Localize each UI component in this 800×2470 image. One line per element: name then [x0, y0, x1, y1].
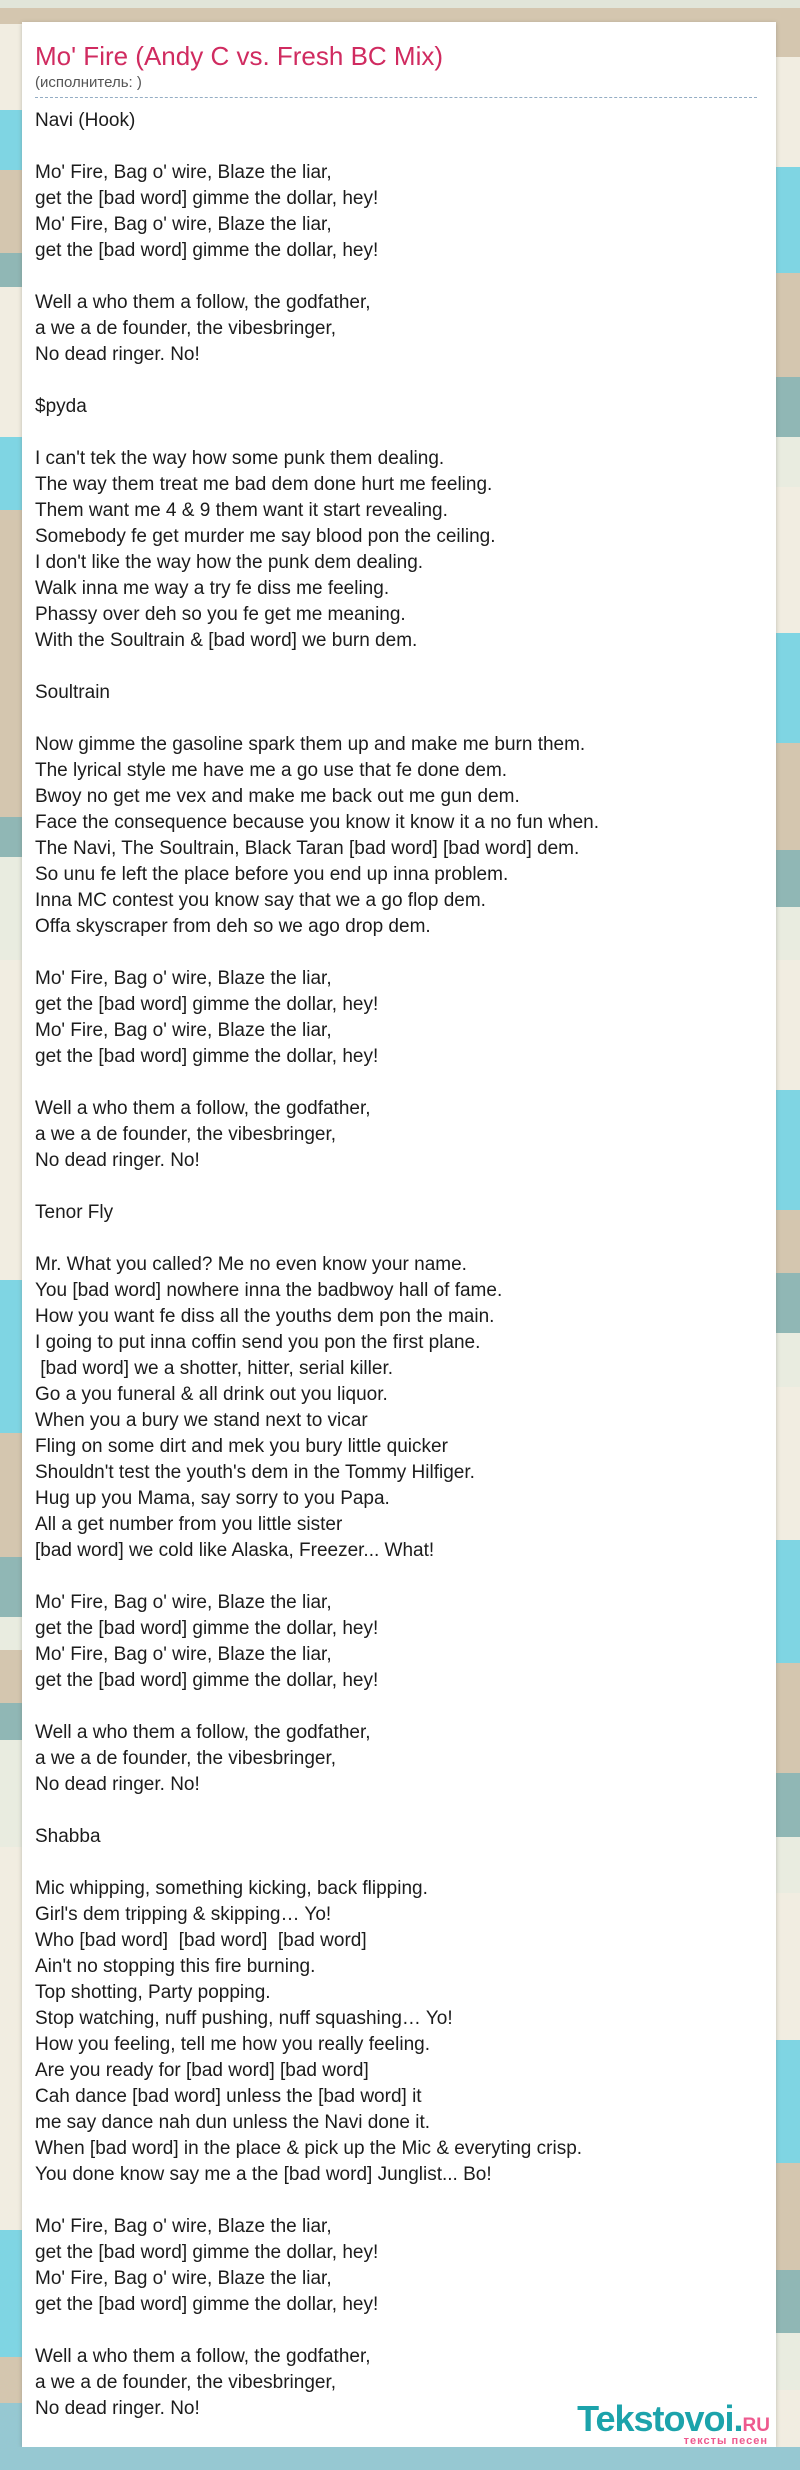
- stripe-segment: [776, 960, 800, 1090]
- lyric-line: How you feeling, tell me how you really feeling.: [35, 2034, 430, 2055]
- stripe-segment: [0, 857, 22, 960]
- lyric-line: [35, 134, 757, 160]
- lyric-line: get the [bad word] gimme the dollar, hey!: [35, 1046, 379, 1067]
- lyric-line: [35, 420, 757, 446]
- stripe-segment: [776, 487, 800, 633]
- lyric-line: Well a who them a follow, the godfather,: [35, 2346, 371, 2367]
- stripe-segment: [776, 1273, 800, 1333]
- lyric-line: Top shotting, Party popping.: [35, 1982, 271, 2003]
- stripe-segment: [0, 287, 22, 437]
- lyric-line: get the [bad word] gimme the dollar, hey!: [35, 1618, 379, 1639]
- lyric-line: [bad word] we cold like Alaska, Freezer... What!: [35, 1540, 435, 1561]
- lyric-line: Mo' Fire, Bag o' wire, Blaze the liar,: [35, 2268, 332, 2289]
- lyric-line: a we a de founder, the vibesbringer,: [35, 1124, 337, 1145]
- lyric-line: [35, 264, 757, 290]
- lyric-line: Are you ready for [bad word] [bad word]: [35, 2060, 369, 2081]
- stripe-segment: [0, 2357, 22, 2403]
- logo-tagline: тексты песен: [683, 2435, 768, 2447]
- lyric-line: Mo' Fire, Bag o' wire, Blaze the liar,: [35, 162, 332, 183]
- lyric-line: When you a bury we stand next to vicar: [35, 1410, 368, 1431]
- lyric-line: [35, 2318, 757, 2344]
- left-stripe-decoration: [0, 0, 22, 2470]
- stripe-segment: [776, 1893, 800, 2040]
- lyric-line: Mo' Fire, Bag o' wire, Blaze the liar,: [35, 2216, 332, 2237]
- lyric-line: a we a de founder, the vibesbringer,: [35, 2372, 337, 2393]
- stripe-segment: [0, 1847, 22, 2230]
- stripe-segment: [776, 437, 800, 487]
- lyric-line: get the [bad word] gimme the dollar, hey!: [35, 188, 379, 209]
- stripe-segment: [776, 907, 800, 960]
- lyric-line: How you want fe diss all the youths dem pon the main.: [35, 1306, 495, 1327]
- lyric-line: Mo' Fire, Bag o' wire, Blaze the liar,: [35, 1592, 332, 1613]
- lyric-line: Girl's dem tripping & skipping… Yo!: [35, 1904, 332, 1925]
- stripe-segment: [776, 273, 800, 377]
- lyric-line: Tenor Fly: [35, 1202, 114, 1223]
- lyric-line: No dead ringer. No!: [35, 2398, 200, 2419]
- lyric-line: get the [bad word] gimme the dollar, hey!: [35, 2242, 379, 2263]
- lyric-line: No dead ringer. No!: [35, 1774, 200, 1795]
- stripe-segment: [776, 1837, 800, 1893]
- lyric-line: [35, 940, 757, 966]
- logo-wordmark[interactable]: Tekstovoi.: [577, 2398, 743, 2439]
- lyric-line: Phassy over deh so you fe get me meaning.: [35, 604, 406, 625]
- footer-bar: [0, 2447, 800, 2470]
- logo-domain-suffix[interactable]: RU: [742, 2415, 770, 2436]
- stripe-segment: [776, 1210, 800, 1273]
- lyric-line: Fling on some dirt and mek you bury little quicker: [35, 1436, 448, 1457]
- lyric-line: [35, 1070, 757, 1096]
- stripe-segment: [0, 437, 22, 510]
- stripe-segment: [0, 110, 22, 170]
- lyric-line: Walk inna me way a try fe diss me feeling.: [35, 578, 390, 599]
- lyric-line: Shouldn't test the youth's dem in the Tommy Hilfiger.: [35, 1462, 475, 1483]
- lyric-line: The way them treat me bad dem done hurt me feeling.: [35, 474, 493, 495]
- lyric-line: So unu fe left the place before you end up inna problem.: [35, 864, 509, 885]
- lyric-line: Bwoy no get me vex and make me back out me gun dem.: [35, 786, 520, 807]
- lyric-line: Them want me 4 & 9 them want it start revealing.: [35, 500, 448, 521]
- lyric-line: [35, 1850, 757, 1876]
- stripe-segment: [776, 377, 800, 437]
- stripe-segment: [0, 1650, 22, 1703]
- lyric-line: Mr. What you called? Me no even know your name.: [35, 1254, 467, 1275]
- artist-label: (исполнитель: ): [35, 74, 757, 98]
- stripe-segment: [776, 2270, 800, 2333]
- lyric-line: get the [bad word] gimme the dollar, hey!: [35, 1670, 379, 1691]
- lyric-line: Mo' Fire, Bag o' wire, Blaze the liar,: [35, 1020, 332, 1041]
- stripe-segment: [776, 2163, 800, 2270]
- stripe-segment: [776, 633, 800, 743]
- lyric-line: $pyda: [35, 396, 87, 417]
- lyric-line: Shabba: [35, 1826, 101, 1847]
- stripe-segment: [776, 167, 800, 273]
- lyric-line: Somebody fe get murder me say blood pon the ceiling.: [35, 526, 496, 547]
- lyric-line: get the [bad word] gimme the dollar, hey!: [35, 240, 379, 261]
- lyric-line: [35, 1174, 757, 1200]
- lyric-line: All a get number from you little sister: [35, 1514, 343, 1535]
- site-logo[interactable]: [577, 2398, 770, 2447]
- stripe-segment: [776, 2040, 800, 2163]
- stripe-segment: [776, 57, 800, 167]
- lyrics-card: [22, 22, 776, 2447]
- lyric-line: The Navi, The Soultrain, Black Taran [bad word] [bad word] dem.: [35, 838, 580, 859]
- stripe-segment: [0, 253, 22, 287]
- lyrics-text: [35, 108, 757, 2422]
- stripe-segment: [0, 1740, 22, 1847]
- stripe-segment: [776, 1773, 800, 1837]
- lyric-line: Ain't no stopping this fire burning.: [35, 1956, 316, 1977]
- lyric-line: [bad word] we a shotter, hitter, serial killer.: [35, 1358, 394, 1379]
- stripe-segment: [776, 2333, 800, 2390]
- stripe-segment: [0, 1617, 22, 1650]
- stripe-segment: [776, 743, 800, 850]
- stripe-segment: [0, 1557, 22, 1617]
- lyric-line: I don't like the way how the punk dem dealing.: [35, 552, 424, 573]
- lyric-line: [35, 368, 757, 394]
- right-stripe-decoration: [776, 0, 800, 2470]
- lyric-line: No dead ringer. No!: [35, 1150, 200, 1171]
- stripe-segment: [776, 1333, 800, 1387]
- lyric-line: No dead ringer. No!: [35, 344, 200, 365]
- lyric-line: [35, 1564, 757, 1590]
- lyric-line: With the Soultrain & [bad word] we burn dem.: [35, 630, 418, 651]
- lyric-line: [35, 654, 757, 680]
- lyric-line: get the [bad word] gimme the dollar, hey!: [35, 2294, 379, 2315]
- stripe-segment: [776, 1387, 800, 1540]
- lyric-line: a we a de founder, the vibesbringer,: [35, 1748, 337, 1769]
- lyric-line: You [bad word] nowhere inna the badbwoy hall of fame.: [35, 1280, 503, 1301]
- stripe-segment: [0, 1433, 22, 1557]
- lyric-line: Now gimme the gasoline spark them up and make me burn them.: [35, 734, 586, 755]
- lyric-line: Well a who them a follow, the godfather,: [35, 292, 371, 313]
- lyric-line: a we a de founder, the vibesbringer,: [35, 318, 337, 339]
- stripe-segment: [0, 2403, 22, 2447]
- lyric-line: Inna MC contest you know say that we a go flop dem.: [35, 890, 486, 911]
- stripe-segment: [776, 1090, 800, 1210]
- lyric-line: I can't tek the way how some punk them dealing.: [35, 448, 445, 469]
- stripe-segment: [776, 1540, 800, 1663]
- lyric-line: Mo' Fire, Bag o' wire, Blaze the liar,: [35, 968, 332, 989]
- lyric-line: You done know say me a the [bad word] Junglist... Bo!: [35, 2164, 492, 2185]
- lyric-line: [35, 1694, 757, 1720]
- lyric-line: The lyrical style me have me a go use that fe done dem.: [35, 760, 508, 781]
- lyric-line: Mo' Fire, Bag o' wire, Blaze the liar,: [35, 1644, 332, 1665]
- lyric-line: Navi (Hook): [35, 110, 136, 131]
- stripe-segment: [0, 817, 22, 857]
- lyric-line: Who [bad word] [bad word] [bad word]: [35, 1930, 367, 1951]
- lyric-line: Soultrain: [35, 682, 110, 703]
- stripe-segment: [0, 170, 22, 253]
- lyric-line: Cah dance [bad word] unless the [bad word] it: [35, 2086, 422, 2107]
- lyric-line: [35, 2188, 757, 2214]
- stripe-segment: [776, 2390, 800, 2447]
- stripe-segment: [0, 1280, 22, 1433]
- lyric-line: get the [bad word] gimme the dollar, hey!: [35, 994, 379, 1015]
- lyric-line: Hug up you Mama, say sorry to you Papa.: [35, 1488, 390, 1509]
- lyric-line: Offa skyscraper from deh so we ago drop dem.: [35, 916, 431, 937]
- lyric-line: Mic whipping, something kicking, back flipping.: [35, 1878, 428, 1899]
- stripe-segment: [776, 24, 800, 57]
- top-border-band: [0, 0, 800, 8]
- lyric-line: Go a you funeral & all drink out you liquor.: [35, 1384, 388, 1405]
- stripe-segment: [776, 1663, 800, 1773]
- stripe-segment: [0, 960, 22, 1280]
- stripe-segment: [0, 24, 22, 110]
- stripe-segment: [0, 510, 22, 817]
- lyric-line: [35, 706, 757, 732]
- lyric-line: [35, 1798, 757, 1824]
- lyric-line: I going to put inna coffin send you pon the first plane.: [35, 1332, 481, 1353]
- lyric-line: Stop watching, nuff pushing, nuff squashing… Yo!: [35, 2008, 453, 2029]
- lyric-line: Well a who them a follow, the godfather,: [35, 1722, 371, 1743]
- lyric-line: Mo' Fire, Bag o' wire, Blaze the liar,: [35, 214, 332, 235]
- lyric-line: [35, 1226, 757, 1252]
- lyric-line: When [bad word] in the place & pick up the Mic & everyting crisp.: [35, 2138, 583, 2159]
- stripe-segment: [776, 850, 800, 907]
- stripe-segment: [0, 2230, 22, 2357]
- lyric-line: Well a who them a follow, the godfather,: [35, 1098, 371, 1119]
- lyric-line: Face the consequence because you know it know it a no fun when.: [35, 812, 600, 833]
- page-title: Mo' Fire (Andy C vs. Fresh BC Mix): [35, 41, 444, 71]
- stripe-segment: [0, 1703, 22, 1740]
- lyric-line: me say dance nah dun unless the Navi done it.: [35, 2112, 431, 2133]
